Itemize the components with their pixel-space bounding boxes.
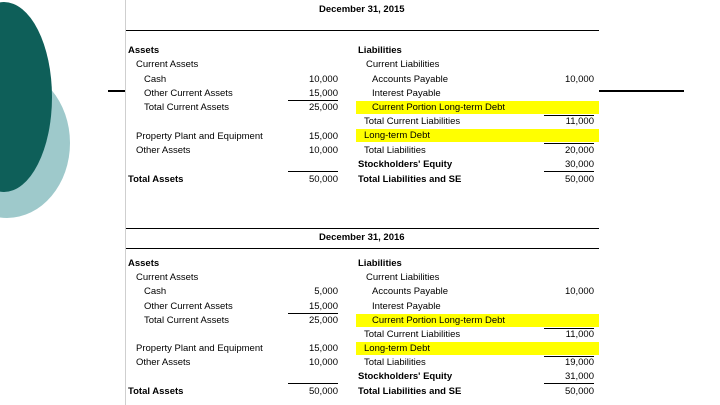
- other-assets-value: 10,000: [308, 357, 338, 368]
- current-assets-label: Current Assets: [136, 59, 199, 70]
- total-current-liabilities-value: 11,000: [565, 116, 594, 127]
- total-rule: [288, 171, 338, 172]
- long-term-debt-label: Long-term Debt: [364, 343, 431, 354]
- other-current-assets-label: Other Current Assets: [144, 88, 233, 99]
- stockholders-equity-label: Stockholders' Equity: [358, 371, 453, 382]
- ppe-label: Property Plant and Equipment: [136, 131, 263, 142]
- total-assets-label: Total Assets: [128, 386, 184, 397]
- other-assets-label: Other Assets: [136, 145, 191, 156]
- total-liabilities-se-value: 50,000: [564, 386, 594, 397]
- balance-sheet-panel: [125, 0, 599, 405]
- total-rule: [544, 171, 594, 172]
- assets-heading: Assets: [128, 258, 160, 269]
- total-current-liabilities-label: Total Current Liabilities: [364, 329, 461, 340]
- total-liabilities-value: 20,000: [564, 145, 594, 156]
- subtotal-rule: [288, 313, 338, 314]
- total-liabilities-se-label: Total Liabilities and SE: [358, 174, 462, 185]
- title-rule-right: [598, 90, 684, 92]
- liabilities-heading: Liabilities: [358, 45, 402, 56]
- sheet-date-2015: December 31, 2015: [319, 4, 405, 15]
- other-assets-label: Other Assets: [136, 357, 191, 368]
- accounts-payable-label: Accounts Payable: [372, 286, 449, 297]
- stockholders-equity-value: 30,000: [564, 159, 594, 170]
- sheet-divider: [126, 228, 599, 229]
- current-assets-label: Current Assets: [136, 272, 199, 283]
- accounts-payable-label: Accounts Payable: [372, 74, 449, 85]
- current-portion-ltd-label: Current Portion Long-term Debt: [372, 315, 506, 326]
- interest-payable-label: Interest Payable: [372, 301, 441, 312]
- total-liabilities-label: Total Liabilities: [364, 357, 426, 368]
- other-current-assets-value: 15,000: [308, 88, 338, 99]
- total-liabilities-label: Total Liabilities: [364, 145, 426, 156]
- accounts-payable-value: 10,000: [564, 286, 594, 297]
- total-liabilities-se-label: Total Liabilities and SE: [358, 386, 462, 397]
- ppe-value: 15,000: [308, 131, 338, 142]
- sheet-date-2016: December 31, 2016: [319, 232, 405, 243]
- ppe-label: Property Plant and Equipment: [136, 343, 263, 354]
- cash-value: 10,000: [308, 74, 338, 85]
- other-current-assets-label: Other Current Assets: [144, 301, 233, 312]
- total-assets-value: 50,000: [308, 174, 338, 185]
- subtotal-rule: [544, 143, 594, 144]
- current-liabilities-label: Current Liabilities: [366, 59, 440, 70]
- header-rule: [126, 248, 599, 249]
- total-current-liabilities-label: Total Current Liabilities: [364, 116, 461, 127]
- cash-label: Cash: [144, 74, 167, 85]
- total-assets-label: Total Assets: [128, 174, 184, 185]
- total-current-assets-label: Total Current Assets: [144, 315, 230, 326]
- current-portion-ltd-label: Current Portion Long-term Debt: [372, 102, 506, 113]
- accounts-payable-value: 10,000: [564, 74, 594, 85]
- other-assets-value: 10,000: [308, 145, 338, 156]
- total-current-assets-label: Total Current Assets: [144, 102, 230, 113]
- total-rule: [544, 383, 594, 384]
- subtotal-rule: [288, 100, 338, 101]
- total-current-assets-value: 25,000: [308, 315, 338, 326]
- liabilities-heading: Liabilities: [358, 258, 402, 269]
- cash-label: Cash: [144, 286, 167, 297]
- ppe-value: 15,000: [308, 343, 338, 354]
- stockholders-equity-value: 31,000: [564, 371, 594, 382]
- other-current-assets-value: 15,000: [308, 301, 338, 312]
- stockholders-equity-label: Stockholders' Equity: [358, 159, 453, 170]
- total-assets-value: 50,000: [308, 386, 338, 397]
- total-current-liabilities-value: 11,000: [565, 329, 594, 340]
- total-liabilities-se-value: 50,000: [564, 174, 594, 185]
- current-liabilities-label: Current Liabilities: [366, 272, 440, 283]
- header-rule: [126, 30, 599, 31]
- long-term-debt-label: Long-term Debt: [364, 130, 431, 141]
- total-rule: [288, 383, 338, 384]
- total-current-assets-value: 25,000: [308, 102, 338, 113]
- interest-payable-label: Interest Payable: [372, 88, 441, 99]
- total-liabilities-value: 19,000: [564, 357, 594, 368]
- cash-value: 5,000: [314, 286, 338, 297]
- assets-heading: Assets: [128, 45, 160, 56]
